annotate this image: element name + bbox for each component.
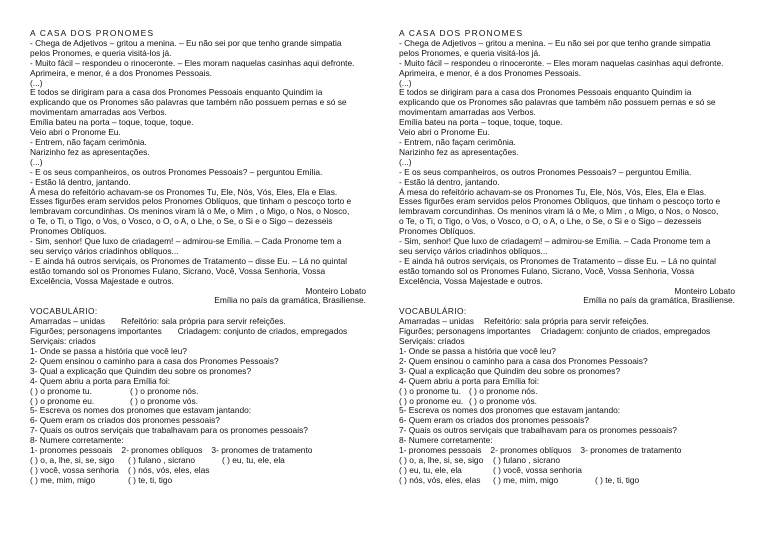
vocabulary-entry: Figurões; personagens importantes — [399, 326, 531, 337]
numbering-item: ( ) você, vossa senhoria — [30, 464, 119, 475]
story-line: estão tomando sol os Pronomes Fulano, Sicrano, Você, Vossa Senhoria, Vossa — [30, 265, 326, 276]
story-line: Narizinho fez as apresentações. — [30, 146, 150, 157]
numbering-item: ( ) me, mim, migo — [30, 474, 96, 485]
vocabulary-entry: Refeitório: sala própria para servir refeições. — [120, 316, 286, 327]
book-source: Emília no país da gramática, Brasiliense. — [583, 295, 735, 306]
story-line: lembravam corcundinhas. Os meninos viram lá o Me, o Mim , o Migo, o Nos, o Nosco, — [30, 206, 350, 217]
story-line: - Chega de Adjetivos – gritou a menina. – Eu não sei por que tenho grande simpatia — [399, 37, 711, 48]
story-line: (...) — [30, 156, 43, 167]
story-line: Aprimeira, e menor, é a dos Pronomes Pessoais. — [30, 67, 213, 78]
story-line: Pronomes Oblíquos. — [399, 226, 476, 237]
numbering-item: ( ) fulano , sicrano — [493, 454, 561, 465]
vocabulary-entry: Amarradas – unidas — [30, 316, 105, 327]
question-line: 5- Escreva os nomes dos pronomes que estavam jantando: — [399, 405, 621, 416]
story-title: A CASA DOS PRONOMES — [30, 28, 155, 38]
numbering-item: ( ) eu, tu, ele, ela — [399, 464, 462, 475]
story-line: - Estão lá dentro, jantando. — [399, 176, 500, 187]
option-item: ( ) o pronome vós. — [469, 395, 537, 406]
option-item: ( ) o pronome vós. — [130, 395, 198, 406]
story-line: seu serviço vários criadinhos oblíquos... — [30, 245, 179, 256]
story-line: Pronomes Oblíquos. — [30, 226, 107, 237]
story-line: E todos se dirigiram para a casa dos Pronomes Pessoais enquanto Quindim ia — [399, 87, 692, 98]
story-line: - Estão lá dentro, jantando. — [30, 176, 131, 187]
story-line: - E os seus companheiros, os outros Pronomes Pessoais? – perguntou Emília. — [399, 166, 692, 177]
vocabulary-title: VOCABULÁRIO: — [30, 306, 98, 317]
question-line: 1- Onde se passa a história que você leu? — [399, 346, 556, 356]
story-line: (...) — [399, 77, 412, 88]
story-line: Aprimeira, e menor, é a dos Pronomes Pessoais. — [399, 67, 582, 78]
question-line: 3- Qual a explicação que Quindim deu sobre os pronomes? — [399, 365, 621, 376]
story-line: - Entrem, não façam cerimônia. — [30, 136, 147, 147]
story-line: o Te, o Ti, o Tigo, o Vos, o Vosco, o O, o A, o Lhe, o Se, o Si e o Sigo – dezesseis — [30, 216, 333, 227]
numbering-item: ( ) você, vossa senhoria — [493, 464, 582, 475]
question-line: 6- Quem eram os criados dos pronomes pessoais? — [399, 415, 589, 426]
story-line: Esses figurões eram servidos pelos Pronomes Oblíquos, que tinham o pescoço torto e — [399, 196, 721, 207]
numbering-item: ( ) eu, tu, ele, ela — [222, 454, 285, 465]
story-line: (...) — [399, 156, 412, 167]
story-line: seu serviço vários criadinhos oblíquos... — [399, 245, 548, 256]
numbering-category: 1- pronomes pessoais — [399, 445, 482, 456]
story-line: Emília bateu na porta – toque, toque, toque. — [399, 117, 563, 128]
story-line: E todos se dirigiram para a casa dos Pronomes Pessoais enquanto Quindim ia — [30, 87, 323, 98]
option-item: ( ) o pronome nós. — [130, 385, 199, 396]
numbering-row — [399, 476, 737, 486]
numbering-item: ( ) te, ti, tigo — [595, 474, 640, 485]
story-line: - E ainda há outros serviçais, os Pronomes de Tratamento – disse Eu. – Lá no quintal — [399, 255, 717, 266]
question-line: 8- Numere corretamente: — [30, 435, 124, 446]
numbering-category: 2- pronomes oblíquos — [121, 445, 203, 456]
question-line: 2- Quem ensinou o caminho para a casa dos Pronomes Pessoais? — [30, 355, 279, 366]
story-line: o Te, o Ti, o Tigo, o Vos, o Vosco, o O, o A, o Lhe, o Se, o Si e o Sigo – dezesseis — [399, 216, 702, 227]
story-line: explicando que os Pronomes são palavras que também não possuem pernas e só se — [30, 97, 347, 108]
story-line: lembravam corcundinhas. Os meninos viram lá o Me, o Mim , o Migo, o Nos, o Nosco, — [399, 206, 719, 217]
story-line: - Muito fácil – respondeu o rinoceronte. – Eles moram naquelas casinhas aqui defronte. — [30, 57, 355, 68]
story-line: - Chega de Adjetivos – gritou a menina. – Eu não sei por que tenho grande simpatia — [30, 37, 342, 48]
question-line: 3- Qual a explicação que Quindim deu sobre os pronomes? — [30, 365, 252, 376]
numbering-item: ( ) me, mim, migo — [493, 474, 559, 485]
numbering-item: ( ) te, ti, tigo — [128, 474, 173, 485]
story-line: - Muito fácil – respondeu o rinoceronte. – Eles moram naquelas casinhas aqui defronte. — [399, 57, 724, 68]
vocabulary-entry: Serviçais: criados — [399, 336, 465, 347]
question-line: 7- Quais os outros serviçais que trabalhavam para os pronomes pessoais? — [399, 425, 677, 436]
story-line: movimentam amarradas aos Verbos. — [30, 107, 167, 118]
numbering-item: ( ) nós, vós, eles, elas — [399, 474, 481, 485]
story-line: Excelência, Vossa Majestade e outros. — [399, 275, 543, 286]
question-line: 8- Numere corretamente: — [399, 435, 493, 446]
author-name: Monteiro Lobato — [674, 285, 735, 296]
vocabulary-title: VOCABULÁRIO: — [399, 306, 467, 317]
story-line: - Entrem, não façam cerimônia. — [399, 136, 516, 147]
question-line: 1- Onde se passa a história que você leu? — [30, 346, 187, 356]
story-line: Emília bateu na porta – toque, toque, toque. — [30, 117, 194, 128]
story-line: movimentam amarradas aos Verbos. — [399, 107, 536, 118]
question-line: 6- Quem eram os criados dos pronomes pessoais? — [30, 415, 220, 426]
story-line: explicando que os Pronomes são palavras que também não possuem pernas e só se — [399, 97, 716, 108]
option-item: ( ) o pronome nós. — [469, 385, 538, 396]
vocabulary-entry: Figurões; personagens importantes — [30, 326, 162, 337]
question-line: 4- Quem abriu a porta para Emília foi: — [399, 375, 540, 386]
story-line: Excelência, Vossa Majestade e outros. — [30, 275, 174, 286]
question-line: 2- Quem ensinou o caminho para a casa dos Pronomes Pessoais? — [399, 355, 648, 366]
question-line: 5- Escreva os nomes dos pronomes que estavam jantando: — [30, 405, 252, 416]
right-column — [399, 29, 737, 486]
story-title: A CASA DOS PRONOMES — [399, 28, 524, 38]
vocabulary-entry: Criadagem: conjunto de criados, empregados — [540, 326, 711, 337]
book-source: Emília no país da gramática, Brasiliense. — [214, 295, 366, 306]
numbering-row — [30, 476, 368, 486]
option-item: ( ) o pronome tu. — [399, 385, 461, 396]
numbering-category: 1- pronomes pessoais — [30, 445, 113, 456]
numbering-category: 3- pronomes de tratamento — [580, 445, 682, 456]
vocabulary-entry: Serviçais: criados — [30, 336, 96, 347]
numbering-category: 3- pronomes de tratamento — [211, 445, 313, 456]
vocabulary-entry: Refeitório: sala própria para servir refeições. — [483, 316, 649, 327]
left-column — [30, 29, 368, 486]
option-item: ( ) o pronome tu. — [30, 385, 92, 396]
numbering-item: ( ) nós, vós, eles, elas — [128, 464, 210, 475]
story-line: pelos Pronomes, e queria visitá-los já. — [399, 47, 541, 58]
story-line: Á mesa do refeitório achavam-se os Pronomes Tu, Ele, Nós, Vós, Eles, Ela e Elas. — [30, 186, 338, 197]
story-line: - Sim, senhor! Que luxo de criadagem! – admirou-se Emília. – Cada Pronome tem a — [30, 236, 342, 247]
story-line: Esses figurões eram servidos pelos Pronomes Oblíquos, que tinham o pescoço torto e — [30, 196, 352, 207]
numbering-item: ( ) fulano , sicrano — [128, 454, 196, 465]
numbering-item: ( ) o, a, lhe, si, se, sigo — [30, 454, 115, 465]
vocabulary-entry: Amarradas – unidas — [399, 316, 474, 327]
story-line: Veio abri o Pronome Eu. — [399, 127, 490, 138]
numbering-category: 2- pronomes oblíquos — [490, 445, 572, 456]
story-line: (...) — [30, 77, 43, 88]
story-line: - E os seus companheiros, os outros Pronomes Pessoais? – perguntou Emília. — [30, 166, 323, 177]
story-line: - E ainda há outros serviçais, os Pronomes de Tratamento – disse Eu. – Lá no quintal — [30, 255, 348, 266]
numbering-item: ( ) o, a, lhe, si, se, sigo — [399, 454, 484, 465]
story-line: estão tomando sol os Pronomes Fulano, Sicrano, Você, Vossa Senhoria, Vossa — [399, 265, 695, 276]
question-line: 7- Quais os outros serviçais que trabalhavam para os pronomes pessoais? — [30, 425, 308, 436]
question-line: 4- Quem abriu a porta para Emília foi: — [30, 375, 171, 386]
author-name: Monteiro Lobato — [305, 285, 366, 296]
story-line: Veio abri o Pronome Eu. — [30, 127, 121, 138]
option-item: ( ) o pronome eu. — [399, 395, 464, 406]
story-line: Á mesa do refeitório achavam-se os Pronomes Tu, Ele, Nós, Vós, Eles, Ela e Elas. — [399, 186, 707, 197]
story-line: pelos Pronomes, e queria visitá-los já. — [30, 47, 172, 58]
story-line: - Sim, senhor! Que luxo de criadagem! – admirou-se Emília. – Cada Pronome tem a — [399, 236, 711, 247]
story-line: Narizinho fez as apresentações. — [399, 146, 519, 157]
option-item: ( ) o pronome eu. — [30, 395, 95, 406]
vocabulary-entry: Criadagem: conjunto de criados, empregados — [177, 326, 348, 337]
